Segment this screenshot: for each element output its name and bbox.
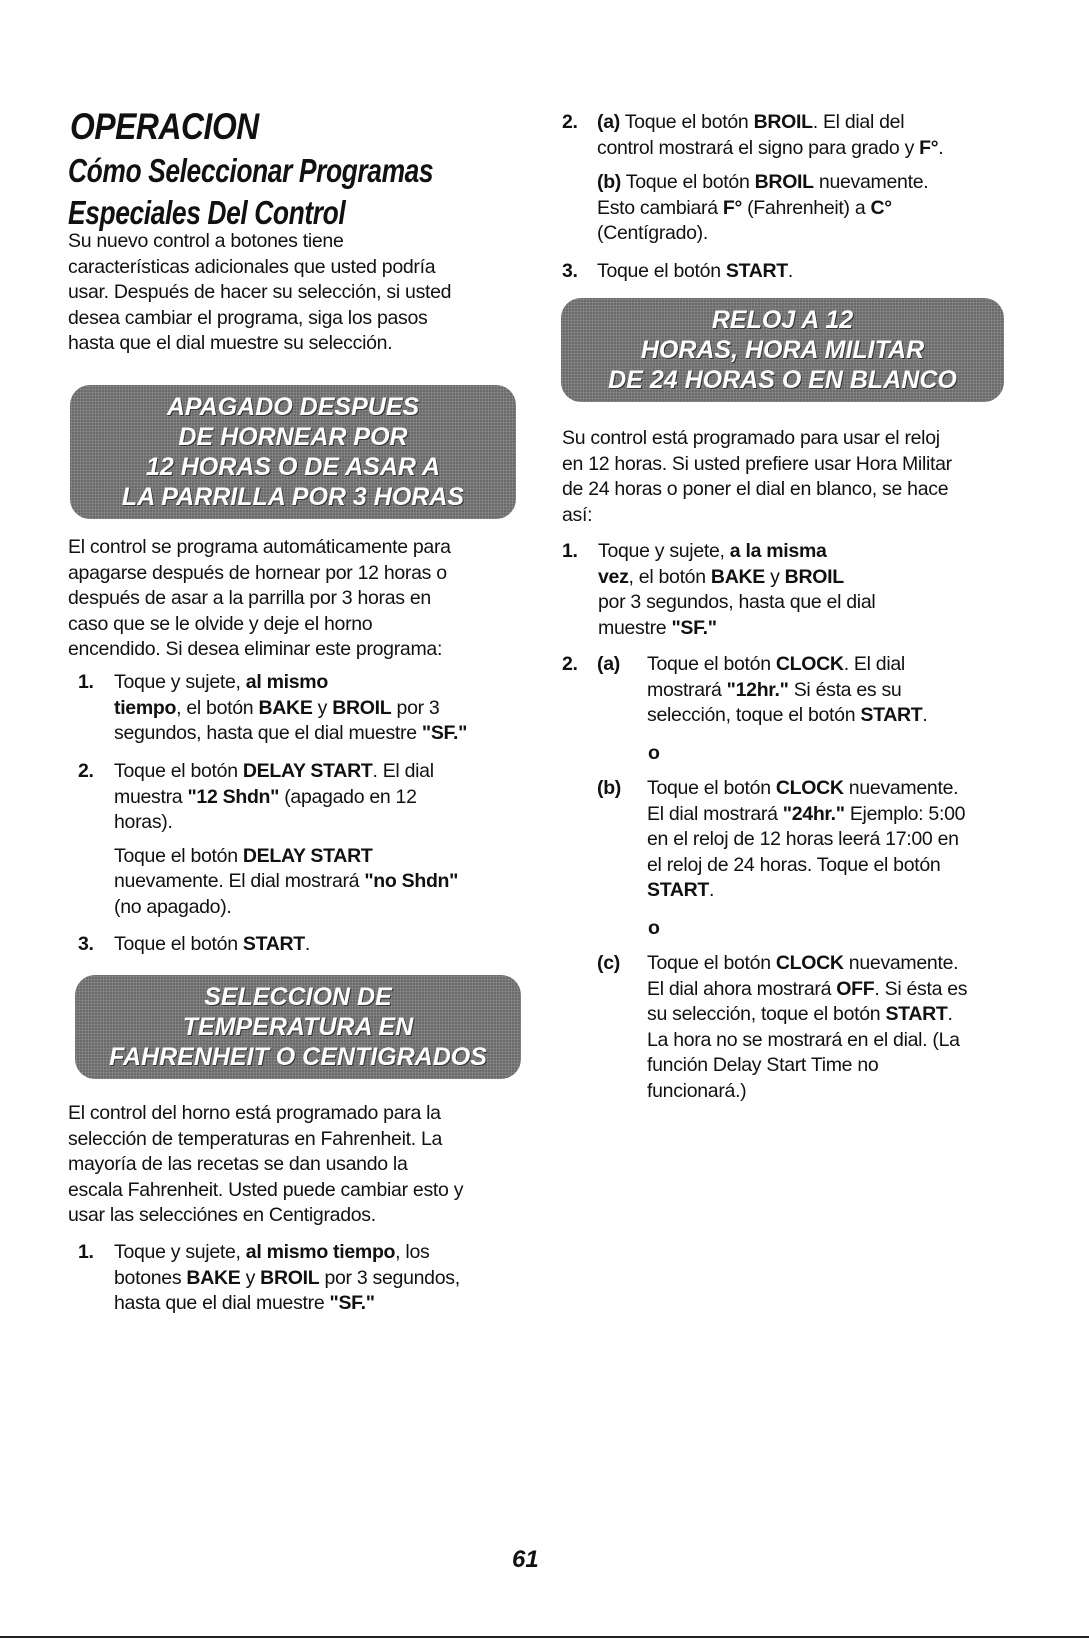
banner-temperature-units: SELECCION DE TEMPERATURA EN FAHRENHEIT O CENTIGRADOS <box>75 975 521 1079</box>
page-subtitle: Cómo Seleccionar Programas Especiales Del Control <box>68 152 434 231</box>
page-title: OPERACION <box>70 106 259 147</box>
bottom-rule <box>0 1636 1089 1638</box>
intro-paragraph: Su nuevo control a botones tiene características adicionales que usted podría usar. Después de hacer su selección, si usted desea cambiar el programa, siga los pasos hasta que el dial muestre su selección. <box>68 230 452 354</box>
banner-auto-off: APAGADO DESPUES DE HORNEAR POR 12 HORAS O DE ASAR A LA PARRILLA POR 3 HORAS <box>70 385 516 519</box>
auto-off-paragraph: El control se programa automáticamente para apagarse después de hornear por 12 horas o después de asar a la parrilla por 3 horas en caso que se le olvide y deje el horno encendido. Si desea eliminar este programa: <box>68 536 451 660</box>
page-number: 61 <box>512 1546 539 1573</box>
clock-paragraph: Su control está programado para usar el reloj en 12 horas. Si usted prefiere usar Hora Militar de 24 horas o poner el dial en blanco, se hace así: <box>562 427 952 526</box>
banner-clock-mode: RELOJ A 12 HORAS, HORA MILITAR DE 24 HORAS O EN BLANCO <box>561 298 1004 402</box>
temperature-paragraph: El control del horno está programado para la selección de temperaturas en Fahrenheit. La mayoría de las recetas se dan usando la escala Fahrenheit. Usted puede cambiar esto y usar las selecciónes en Centigrados. <box>68 1102 464 1226</box>
